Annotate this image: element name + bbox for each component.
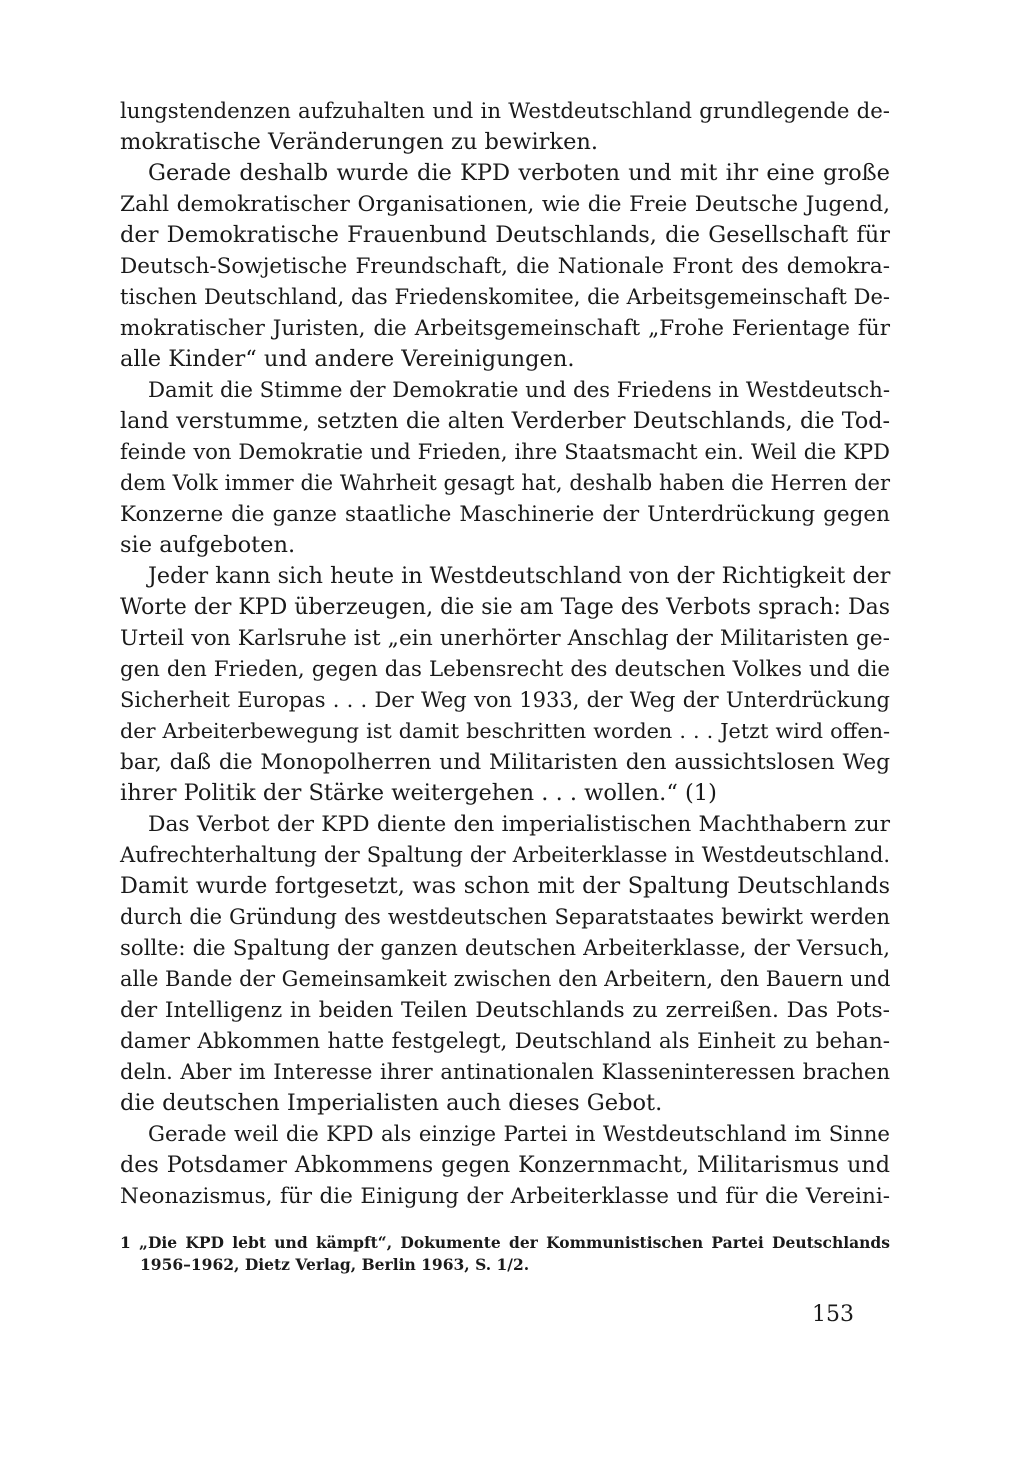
- page-number: 153: [812, 1302, 854, 1327]
- text-line: Jeder kann sich heute in Westdeutschland von der Richtigkeit der: [148, 563, 891, 589]
- text-line: damer Abkommen hatte festgelegt, Deutschland als Einheit zu behan-: [120, 1029, 890, 1054]
- text-line: Zahl demokratischer Organisationen, wie die Freie Deutsche Jugend,: [120, 192, 890, 217]
- text-line: Sicherheit Europas . . . Der Weg von 1933, der Weg der Unterdrückung: [120, 688, 890, 712]
- text-line: land verstumme, setzten die alten Verderber Deutschlands, die Tod-: [120, 408, 890, 434]
- text-line: Damit die Stimme der Demokratie und des Friedens in Westdeutsch-: [148, 378, 891, 403]
- footnote: [120, 1232, 890, 1276]
- text-line: Damit wurde fortgesetzt, was schon mit der Spaltung Deutschlands: [120, 873, 890, 899]
- body-text: [120, 96, 890, 1212]
- text-line: Deutsch-Sowjetische Freundschaft, die Nationale Front des demokra-: [120, 254, 890, 279]
- text-line: des Potsdamer Abkommens gegen Konzernmacht, Militarismus und: [120, 1152, 890, 1178]
- text-line: der Demokratische Frauenbund Deutschlands, die Gesellschaft für: [120, 222, 890, 248]
- footnote-line: 1 „Die KPD lebt und kämpft“, Dokumente der Kommunistischen Partei Deutschlands: [120, 1233, 890, 1252]
- text-line: der Arbeiterbewegung ist damit beschritten worden . . . Jetzt wird offen-: [120, 719, 890, 743]
- text-line: bar, daß die Monopolherren und Militaristen den aussichtslosen Weg: [120, 750, 890, 775]
- text-line: die deutschen Imperialisten auch dieses Gebot.: [120, 1090, 663, 1116]
- text-line: lungstendenzen aufzuhalten und in Westdeutschland grundlegende de-: [120, 99, 890, 124]
- text-line: alle Bande der Gemeinsamkeit zwischen den Arbeitern, den Bauern und: [120, 967, 891, 991]
- text-line: alle Kinder“ und andere Vereinigungen.: [120, 346, 575, 372]
- text-line: mokratische Veränderungen zu bewirken.: [120, 129, 599, 155]
- text-line: gen den Frieden, gegen das Lebensrecht des deutschen Volkes und die: [120, 657, 890, 682]
- text-line: feinde von Demokratie und Frieden, ihre Staatsmacht ein. Weil die KPD: [120, 440, 890, 464]
- text-line: deln. Aber im Interesse ihrer antinationalen Klasseninteressen brachen: [120, 1060, 890, 1084]
- text-line: Urteil von Karlsruhe ist „ein unerhörter Anschlag der Militaristen ge-: [120, 626, 890, 651]
- text-line: tischen Deutschland, das Friedenskomitee, die Arbeitsgemeinschaft De-: [120, 285, 890, 309]
- text-line: mokratischer Juristen, die Arbeitsgemeinschaft „Frohe Ferientage für: [120, 316, 890, 341]
- text-line: durch die Gründung des westdeutschen Separatstaates bewirkt werden: [120, 905, 890, 929]
- text-line: Gerade weil die KPD als einzige Partei in Westdeutschland im Sinne: [148, 1122, 890, 1147]
- text-line: Gerade deshalb wurde die KPD verboten und mit ihr eine große: [148, 160, 890, 186]
- text-line: ihrer Politik der Stärke weitergehen . . . wollen.“ (1): [120, 780, 717, 806]
- text-line: sie aufgeboten.: [120, 532, 296, 558]
- text-line: Konzerne die ganze staatliche Maschinerie der Unterdrückung gegen: [120, 502, 890, 527]
- footnote-line: 1956–1962, Dietz Verlag, Berlin 1963, S. 1/2.: [140, 1255, 530, 1274]
- text-line: sollte: die Spaltung der ganzen deutschen Arbeiterklasse, der Versuch,: [120, 936, 890, 961]
- text-line: Das Verbot der KPD diente den imperialistischen Machthabern zur: [148, 812, 890, 837]
- text-line: dem Volk immer die Wahrheit gesagt hat, deshalb haben die Herren der: [120, 471, 890, 495]
- text-line: Aufrechterhaltung der Spaltung der Arbeiterklasse in Westdeutschland.: [120, 843, 890, 867]
- text-line: Neonazismus, für die Einigung der Arbeiterklasse und für die Vereini-: [120, 1184, 890, 1209]
- text-line: der Intelligenz in beiden Teilen Deutschlands zu zerreißen. Das Pots-: [120, 998, 890, 1023]
- text-line: Worte der KPD überzeugen, die sie am Tage des Verbots sprach: Das: [120, 595, 890, 620]
